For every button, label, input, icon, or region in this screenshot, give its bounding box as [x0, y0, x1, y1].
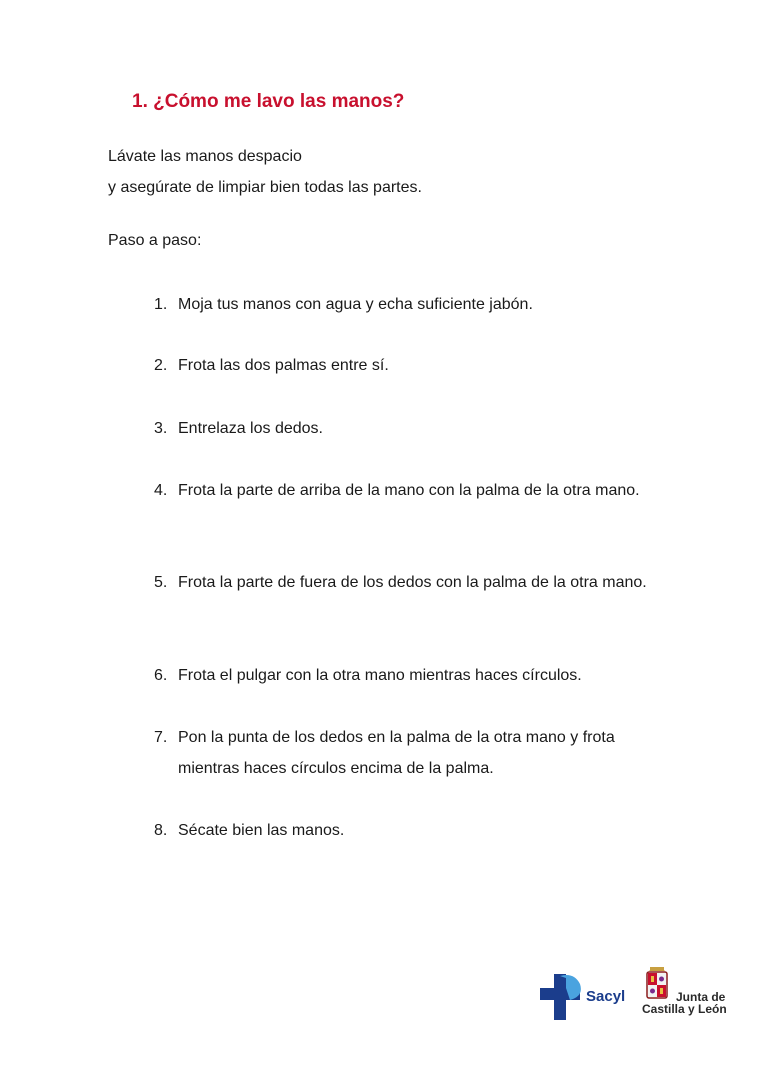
step-text: Frota las dos palmas entre sí.	[178, 357, 389, 374]
footer-logos	[540, 966, 730, 1022]
junta-logo-line-2: Castilla y León	[642, 1002, 727, 1016]
junta-logo-text	[642, 991, 727, 1015]
step-number: 2.	[154, 357, 168, 374]
step-text: Entrelaza los dedos.	[178, 420, 323, 437]
list-item-step-7	[108, 722, 656, 784]
intro-text	[108, 141, 668, 203]
list-item-step-2	[108, 350, 656, 381]
step-text: Frota la parte de fuera de los dedos con la palma de la otra mano.	[178, 574, 647, 591]
step-text: Frota la parte de arriba de la mano con la palma de la otra mano.	[178, 482, 640, 499]
step-number: 8.	[154, 822, 168, 839]
step-text: Frota el pulgar con la otra mano mientras haces círculos.	[178, 667, 582, 684]
list-item-step-1	[108, 289, 656, 320]
list-item-step-3	[108, 413, 656, 444]
junta-logo-line-1: Junta de	[676, 990, 726, 1004]
page-title: 1. ¿Cómo me lavo las manos?	[132, 91, 405, 112]
step-text: Sécate bien las manos.	[178, 822, 345, 839]
step-number: 5.	[154, 574, 168, 591]
step-text: Pon la punta de los dedos en la palma de la otra mano y frota mientras haces círculos encima de la palma.	[178, 729, 615, 777]
list-item-step-6	[108, 660, 656, 691]
step-number: 3.	[154, 420, 168, 437]
list-item-step-5	[108, 567, 656, 598]
list-item-step-4	[108, 475, 656, 506]
sacyl-logo-text: Sacyl	[586, 988, 626, 1005]
step-number: 6.	[154, 667, 168, 684]
step-number: 1.	[154, 296, 168, 313]
step-number: 4.	[154, 482, 168, 499]
list-item-step-8	[108, 815, 656, 846]
intro-line-2: y asegúrate de limpiar bien todas las partes.	[108, 179, 422, 196]
intro-line-1: Lávate las manos despacio	[108, 148, 302, 165]
step-text: Moja tus manos con agua y echa suficiente jabón.	[178, 296, 533, 313]
step-number: 7.	[154, 729, 168, 746]
steps-heading: Paso a paso:	[108, 232, 202, 249]
